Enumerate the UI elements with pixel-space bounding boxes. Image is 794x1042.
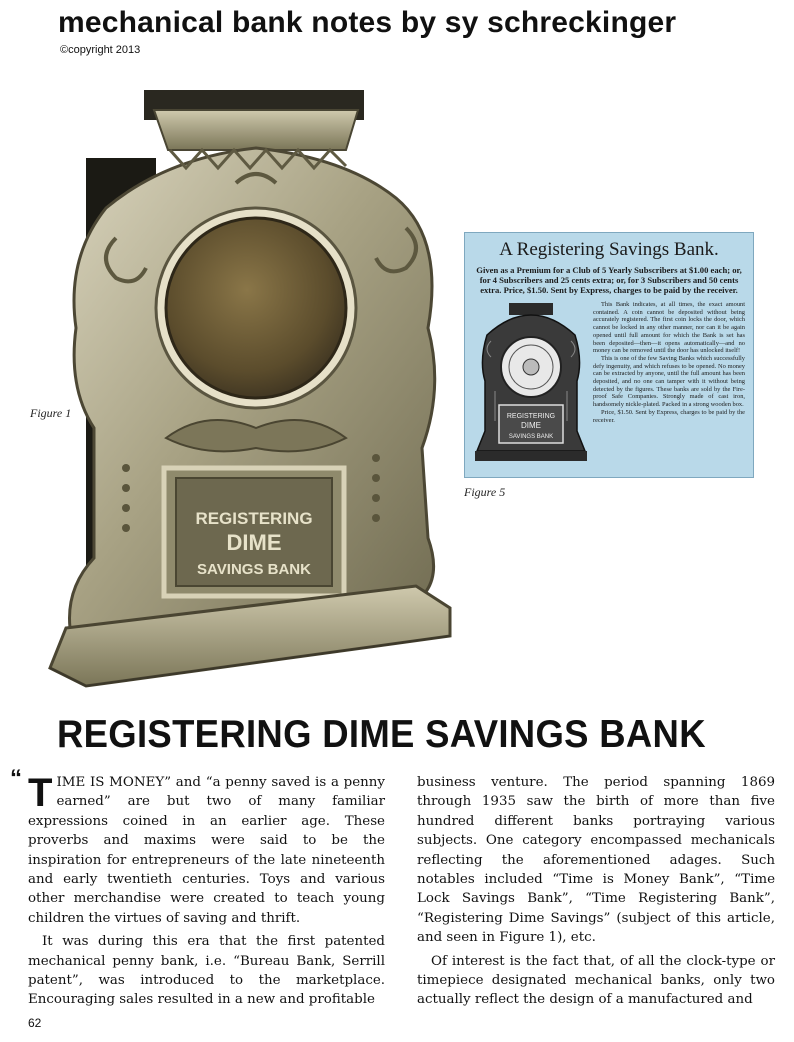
page-number: 62 bbox=[28, 1016, 42, 1030]
ad-plaque-line-1: REGISTERING bbox=[506, 413, 556, 420]
ad-subtitle: Given as a Premium for a Club of 5 Yearly Subscribers at $1.00 each; or, for 4 Subscribers and 25 cents extra; or, for 3 Subscribers and 50 cents extra. Price, $1.50. Sent by Express, charges to be paid by the receiver. bbox=[476, 265, 742, 295]
figure-1-plaque-line-3: SAVINGS BANK bbox=[197, 561, 311, 578]
figure-1-caption: Figure 1 bbox=[30, 406, 72, 420]
article-paragraph: Of interest is the fact that, of all the clock-type or timepiece designated mechanical banks, only two actually reflect the design of a manufactured and bbox=[417, 953, 775, 1008]
ad-body bbox=[593, 301, 745, 424]
figure-5-caption: Figure 5 bbox=[464, 485, 506, 499]
ad-plaque-line-2: DIME bbox=[521, 421, 541, 430]
figure-1-plaque-line-2: DIME bbox=[226, 530, 282, 555]
article-column-right bbox=[417, 773, 775, 1010]
open-quote-mark: “ bbox=[10, 765, 22, 792]
figure-1-plaque-line-1: REGISTERING bbox=[195, 509, 313, 528]
copyright-notice: ©copyright 2013 bbox=[60, 44, 141, 56]
figure-1-bank-photo bbox=[46, 88, 454, 692]
ad-paragraph: This Bank indicates, at all times, the exact amount contained. A coin cannot be deposited without being accurately registered. The first coin locks the door, which cannot be locked in any other manner, nor can it be again opened until full amount for which the Bank is set has been deposited—then—it opens automatically—and no money can be removed until the door has unlocked itself! bbox=[593, 301, 745, 355]
header-title: mechanical bank notes by sy schreckinger bbox=[58, 6, 677, 39]
article-paragraph: business venture. The period spanning 1869 through 1935 saw the birth of more than five hundred different banks portraying various subjects. One category encompassed mechanicals reflecting the aforementioned adages. Such notables included “Time is Money Bank”, “Time Lock Savings Bank”, “Time Registering Bank”, “Registering Dime Savings” (subject of this article, and seen in Figure 1), etc. bbox=[417, 775, 775, 946]
article-headline: REGISTERING DIME SAVINGS BANK bbox=[57, 712, 706, 756]
ad-paragraph: Price, $1.50. Sent by Express, charges to be paid by the receiver. bbox=[593, 408, 745, 424]
article-paragraph: It was during this era that the first patented mechanical penny bank, i.e. “Bureau Bank, Serrill patent”, was introduced to the marketplace. Encouraging sales resulted in a new and profitable bbox=[28, 934, 385, 1008]
ad-bank-illustration bbox=[473, 301, 589, 469]
article-column-left bbox=[10, 765, 385, 1010]
figure-5-advertisement bbox=[464, 232, 754, 478]
lead-in-smallcaps: IME IS MONEY bbox=[56, 775, 165, 790]
ad-plaque-line-3: SAVINGS BANK bbox=[508, 434, 554, 440]
article-paragraph bbox=[10, 765, 385, 928]
ad-title: A Registering Savings Bank. bbox=[499, 239, 719, 260]
ad-paragraph: This is one of the few Saving Banks which successfully defy ingenuity, and which refuses to be opened. No money can be extracted by anyone, until the full amount has been deposited, and no one can tamper with it without being detected by the figures. These banks are sold by the Fire-proof Safe Companies. Strongly made of cast iron, handsomely nickle-plated. Packed in a strong wooden box. bbox=[593, 354, 745, 409]
paragraph-text: ” and “a penny saved is a penny earned” are but two of many familiar expressions coined in an earlier age. These proverbs and maxims were said to be the inspiration for entrepreneurs of the late nineteenth and early twentieth centuries. Toys and various other merchandise were created to teach young children the virtues of saving and thrift. bbox=[28, 775, 385, 926]
drop-cap: T bbox=[28, 771, 53, 815]
